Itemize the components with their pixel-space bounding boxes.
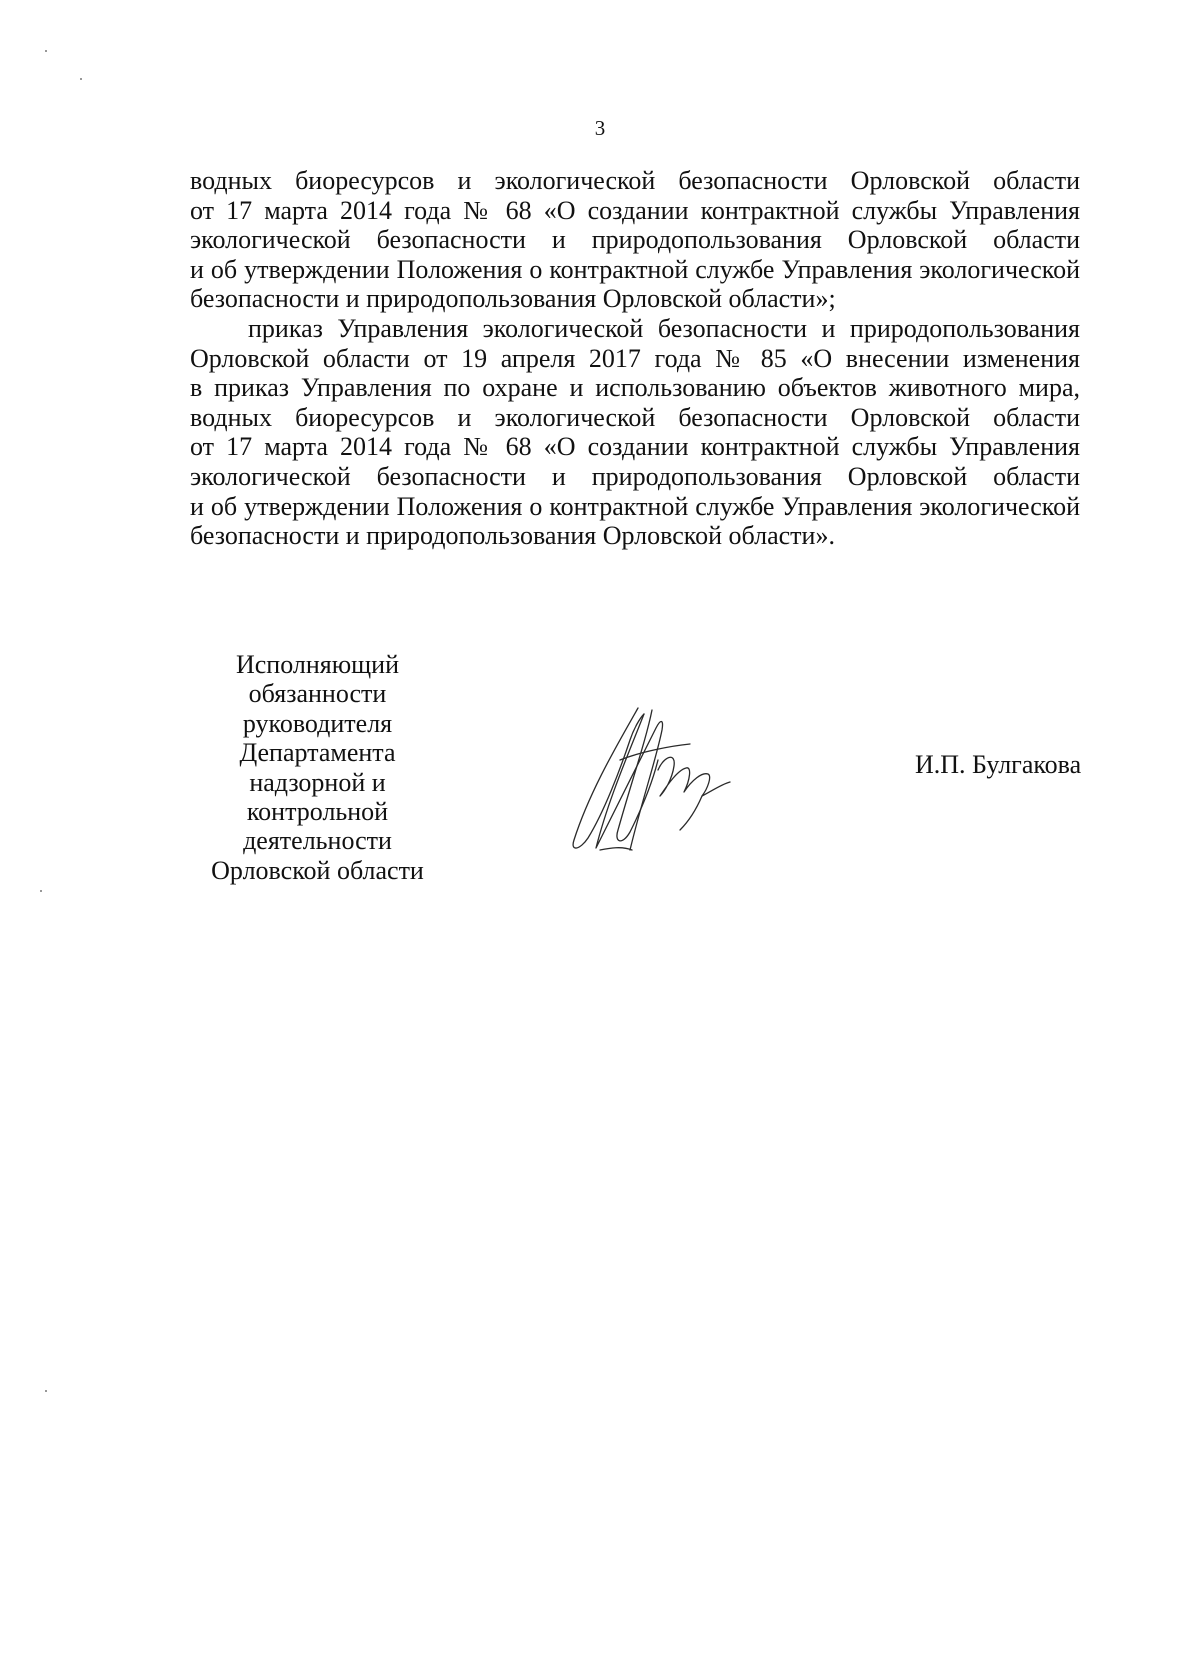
signer-title-line: Департамента	[239, 738, 396, 768]
body-line: экологической безопасности и природопользования Орловской области	[190, 225, 1080, 255]
scan-speck	[45, 1390, 47, 1392]
body-line: водных биоресурсов и экологической безопасности Орловской области	[190, 166, 1080, 195]
body-line: от 17 марта 2014 года № 68 «О создании контрактной службы Управления	[190, 195, 1080, 225]
body-line: от 17 марта 2014 года № 68 «О создании контрактной службы Управления	[190, 432, 1080, 462]
scan-speck	[80, 78, 82, 80]
signer-title-line: контрольной	[246, 797, 389, 827]
body-line: безопасности и природопользования Орловской области».	[190, 521, 835, 551]
signer-name: И.П. Булгакова	[915, 750, 1082, 779]
body-line: и об утверждении Положения о контрактной службе Управления экологической	[190, 254, 1080, 284]
body-line: в приказ Управления по охране и использованию объектов животного мира,	[190, 373, 1080, 403]
signer-title-line: Орловской области	[211, 855, 424, 885]
scan-speck	[45, 50, 47, 52]
body-line: и об утверждении Положения о контрактной службе Управления экологической	[190, 491, 1080, 521]
signer-title	[190, 650, 445, 885]
body-line: Орловской области от 19 апреля 2017 года № 85 «О внесении изменения	[190, 343, 1080, 373]
signer-title-line: надзорной и	[249, 767, 386, 797]
scan-speck	[40, 890, 42, 892]
body-line: безопасности и природопользования Орловской области»;	[190, 284, 836, 314]
body-line: экологической безопасности и природопользования Орловской области	[190, 461, 1080, 491]
body-line: приказ Управления экологической безопасности и природопользования	[248, 313, 1080, 343]
page-number: 3	[594, 116, 606, 140]
signer-title-line: деятельности	[243, 826, 392, 856]
document-body	[190, 166, 1080, 551]
body-line: водных биоресурсов и экологической безопасности Орловской области	[190, 402, 1080, 432]
handwritten-signature	[560, 700, 740, 860]
signer-title-line: Исполняющий	[235, 650, 399, 679]
signer-title-line: руководителя	[242, 708, 393, 738]
signer-title-line: обязанности	[248, 679, 387, 709]
